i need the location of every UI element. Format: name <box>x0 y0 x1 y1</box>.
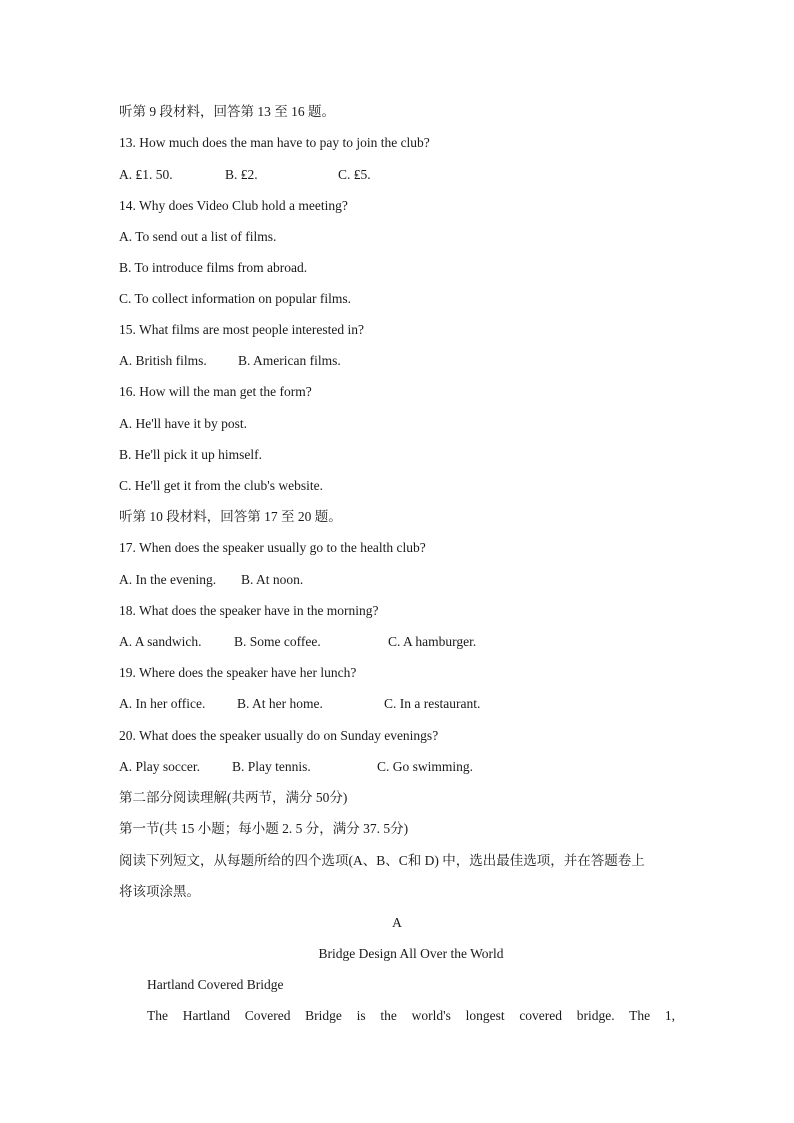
question-16: 16. How will the man get the form? <box>119 384 312 399</box>
option-b: B. At noon. <box>241 572 304 587</box>
question-19-options <box>119 695 480 713</box>
question-17: 17. When does the speaker usually go to the health club? <box>119 540 426 555</box>
passage-subheading: Hartland Covered Bridge <box>147 977 284 992</box>
question-16-option-c: C. He'll get it from the club's website. <box>119 478 323 493</box>
question-13-options <box>119 166 371 184</box>
option-a: A. A sandwich. <box>119 634 202 649</box>
section-1-title: 第一节(共 15 小题；每小题 2. 5 分，满分 37. 5分) <box>119 821 409 836</box>
section-10-header: 听第 10 段材料，回答第 17 至 20 题。 <box>119 509 342 524</box>
option-b: B. American films. <box>238 353 341 368</box>
question-14: 14. Why does Video Club hold a meeting? <box>119 198 348 213</box>
question-18-options <box>119 633 476 651</box>
option-b: B. At her home. <box>237 696 323 711</box>
question-14-option-a: A. To send out a list of films. <box>119 229 277 244</box>
option-a: A. In her office. <box>119 696 206 711</box>
instruction-line-1: 阅读下列短文，从每题所给的四个选项(A、B、C和 D) 中，选出最佳选项，并在答题卷上 <box>119 853 645 868</box>
question-16-option-a: A. He'll have it by post. <box>119 416 248 431</box>
option-c: C. Go swimming. <box>377 759 474 774</box>
option-a: A. ₤1. 50. <box>119 167 173 182</box>
option-c: C. In a restaurant. <box>384 696 481 711</box>
section-9-header: 听第 9 段材料，回答第 13 至 16 题。 <box>119 104 335 119</box>
question-16-option-b: B. He'll pick it up himself. <box>119 447 263 462</box>
question-18: 18. What does the speaker have in the morning? <box>119 603 379 618</box>
option-a: A. In the evening. <box>119 572 217 587</box>
question-15: 15. What films are most people interested in? <box>119 322 364 337</box>
instruction-line-2: 将该项涂黑。 <box>119 884 200 899</box>
option-b: B. Play tennis. <box>232 759 311 774</box>
question-13: 13. How much does the man have to pay to join the club? <box>119 135 430 150</box>
question-15-options <box>119 352 341 370</box>
passage-body: The Hartland Covered Bridge is the world's longest covered bridge. The 1, <box>147 1008 675 1023</box>
question-19: 19. Where does the speaker have her lunch? <box>119 665 357 680</box>
question-14-option-b: B. To introduce films from abroad. <box>119 260 308 275</box>
part-2-title: 第二部分阅读理解(共两节，满分 50分) <box>119 790 348 805</box>
question-20-options <box>119 758 473 776</box>
option-c: C. ₤5. <box>338 167 371 182</box>
option-a: A. British films. <box>119 353 207 368</box>
option-a: A. Play soccer. <box>119 759 200 774</box>
option-c: C. A hamburger. <box>388 634 477 649</box>
question-17-options <box>119 571 303 589</box>
option-b: B. Some coffee. <box>234 634 321 649</box>
option-b: B. ₤2. <box>225 167 258 182</box>
passage-title: Bridge Design All Over the World <box>318 946 504 961</box>
passage-letter: A <box>392 915 402 930</box>
question-20: 20. What does the speaker usually do on Sunday evenings? <box>119 728 439 743</box>
question-14-option-c: C. To collect information on popular films. <box>119 291 352 306</box>
